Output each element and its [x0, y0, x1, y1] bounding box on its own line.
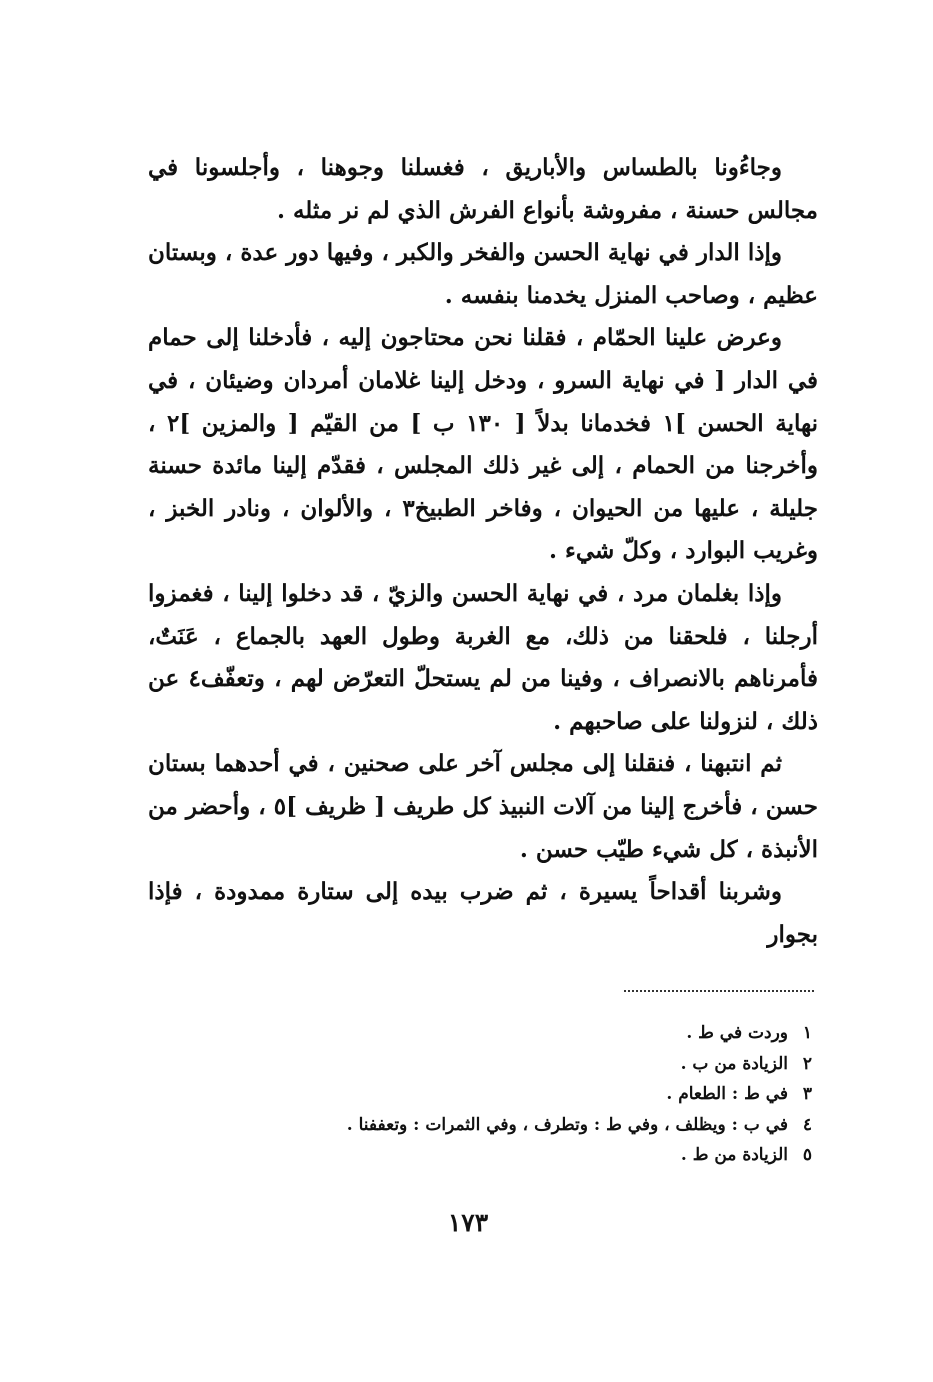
footnote-divider	[624, 990, 814, 992]
footnote-number: ٤	[802, 1114, 812, 1135]
footnote-text: الزيادة من ط .	[680, 1145, 788, 1165]
footnote	[300, 1110, 812, 1141]
paragraph: وعرض علينا الحمّام ، فقلنا نحن محتاجون إليه ، فأدخلنا إلى حمام في الدار [ في نهاية السرو ، ودخل إلينا غلامان أمردان وضيئان ، في نهاية الحسن ]١ فخدمانا بدلاً [ ١٣٠ ب ] من القيّم [ والمزين ]٢ ، وأخرجنا من الحمام ، إلى غير ذلك المجلس ، فقدّم إلينا مائدة حسنة جليلة ، عليها من الحيوان ، وفاخر الطبيخ٣ ، والألوان ، ونادر الخبز ، وغريب البوارد ، وكلّ شيء .	[148, 324, 818, 565]
footnote-text: في ط : الطعام .	[666, 1084, 788, 1104]
footnote	[300, 1140, 812, 1171]
paragraph: وجاءُونا بالطساس والأباريق ، فغسلنا وجوهنا ، وأجلسونا في مجالس حسنة ، مفروشة بأنواع الفرش الذي لم نر مثله .	[148, 154, 818, 224]
footnote-text: في ب : ويظلف ، وفي ط : وتطرف ، وفي الثمرات : وتعففنا .	[346, 1114, 788, 1135]
body-text	[148, 147, 818, 956]
paragraph: وإذا الدار في نهاية الحسن والفخر والكبر ، وفيها دور عدة ، وبستان عظيم ، وصاحب المنزل يخدمنا بنفسه .	[148, 239, 818, 309]
footnote-number: ٥	[802, 1145, 812, 1165]
footnotes	[300, 1018, 812, 1171]
paragraph: ثم انتبهنا ، فنقلنا إلى مجلس آخر على صحنين ، في أحدهما بستان حسن ، فأخرج إلينا من آلات النبيذ كل طريف [ ظريف ]٥ ، وأحضر من الأنبذة ، كل شيء طيّب حسن .	[148, 750, 819, 863]
paragraph: وشربنا أقداحاً يسيرة ، ثم ضرب بيده إلى ستارة ممدودة ، فإذا بجوار	[148, 878, 818, 948]
footnote-text: وردت في ط .	[686, 1023, 788, 1043]
page-number: ١٧٣	[447, 1208, 489, 1237]
paragraph: وإذا بغلمان مرد ، في نهاية الحسن والزيّ ، قد دخلوا إلينا ، فغمزوا أرجلنا ، فلحقنا من ذلك، مع الغربة وطول العهد بالجماع ، عَنَتٌ، فأمرناهم بالانصراف ، وفينا من لم يستحلّ التعرّض لهم ، وتعفّف٤ عن ذلك ، لنزولنا على صاحبهم .	[148, 579, 818, 735]
footnote	[300, 1049, 812, 1080]
footnote-number: ٢	[802, 1053, 812, 1074]
footnote-number: ٣	[802, 1084, 812, 1104]
footnote	[300, 1018, 812, 1049]
footnote-number: ١	[802, 1023, 812, 1043]
footnote-text: الزيادة من ب .	[680, 1053, 788, 1074]
footnote	[300, 1079, 812, 1110]
